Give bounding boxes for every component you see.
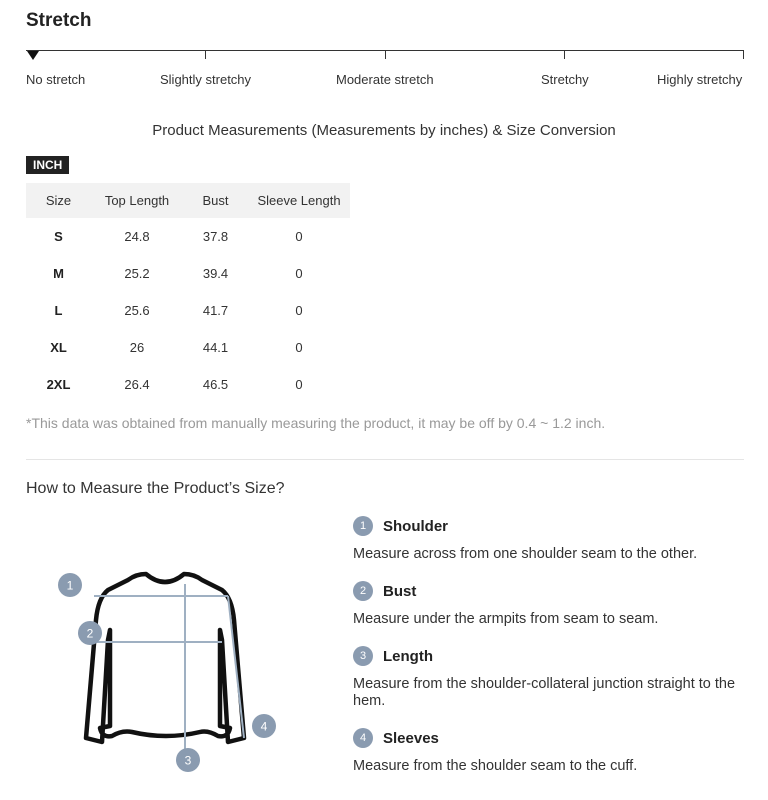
size-table xyxy=(26,183,350,403)
svg-text:3: 3 xyxy=(184,753,192,768)
column-header-size: Size xyxy=(26,183,91,218)
step-description: Measure across from one shoulder seam to the other. xyxy=(353,546,698,562)
sweatshirt-diagram xyxy=(50,560,290,780)
size-cell: L xyxy=(54,303,63,318)
sleeve-length-cell: 0 xyxy=(295,266,303,281)
stretch-scale xyxy=(26,50,744,64)
bust-cell: 46.5 xyxy=(202,377,229,392)
top-length-cell: 24.8 xyxy=(124,229,150,244)
sweatshirt-outline xyxy=(86,574,244,742)
stretch-level-stretchy: Stretchy xyxy=(541,72,589,87)
stretch-level-moderate: Moderate stretch xyxy=(336,72,434,87)
step-name: Sleeves xyxy=(383,729,439,747)
table-row xyxy=(26,218,350,255)
scale-tick xyxy=(743,50,744,59)
step-length xyxy=(353,644,753,710)
sleeve-length-cell: 0 xyxy=(295,229,303,244)
step-name: Length xyxy=(383,647,433,665)
badge-length xyxy=(176,748,200,772)
sleeve-length-cell: 0 xyxy=(295,340,303,355)
table-row xyxy=(26,292,350,329)
sweatshirt-icon xyxy=(50,560,290,780)
bust-cell: 41.7 xyxy=(202,303,229,318)
table-row xyxy=(26,255,350,292)
scale-tick xyxy=(205,50,206,59)
badge-shoulder xyxy=(58,573,82,597)
column-header-bust: Bust xyxy=(183,183,248,218)
svg-text:4: 4 xyxy=(260,719,268,734)
size-cell: XL xyxy=(50,340,67,355)
step-number-badge: 3 xyxy=(353,646,373,666)
sleeve-length-cell: 0 xyxy=(295,303,303,318)
step-description: Measure from the shoulder-collateral junction straight to the hem. xyxy=(353,676,736,709)
step-number-badge: 1 xyxy=(353,516,373,536)
top-length-cell: 26 xyxy=(129,340,145,355)
step-bust xyxy=(353,579,753,628)
top-length-cell: 25.6 xyxy=(124,303,150,318)
step-number-badge: 2 xyxy=(353,581,373,601)
bust-cell: 39.4 xyxy=(202,266,229,281)
step-description: Measure from the shoulder seam to the cuff. xyxy=(353,758,638,774)
size-cell: M xyxy=(53,266,64,281)
stretch-level-none: No stretch xyxy=(26,72,86,87)
step-shoulder xyxy=(353,514,753,563)
column-header-sleeve-length: Sleeve Length xyxy=(248,183,350,218)
top-length-cell: 25.2 xyxy=(124,266,150,281)
stretch-level-slight: Slightly stretchy xyxy=(160,72,252,87)
step-description: Measure under the armpits from seam to seam. xyxy=(353,611,659,627)
table-row xyxy=(26,366,350,403)
stretch-level-high: Highly stretchy xyxy=(657,72,743,87)
bust-cell: 37.8 xyxy=(202,229,229,244)
scale-tick xyxy=(564,50,565,59)
collar-line xyxy=(146,574,184,582)
unit-tab-inch[interactable]: INCH xyxy=(26,156,69,174)
step-name: Bust xyxy=(383,582,417,600)
size-cell: 2XL xyxy=(46,377,71,392)
sleeve-measure-line xyxy=(228,596,244,738)
column-header-top-length: Top Length xyxy=(91,183,183,218)
top-length-cell: 26.4 xyxy=(124,377,150,392)
svg-text:1: 1 xyxy=(66,578,74,593)
measurement-note: *This data was obtained from manually measuring the product, it may be off by 0.4 ~ 1.2 inch. xyxy=(26,415,606,431)
sleeve-length-cell: 0 xyxy=(295,377,303,392)
scale-tick xyxy=(385,50,386,59)
step-sleeves xyxy=(353,726,753,775)
measurements-title: Product Measurements (Measurements by inches) & Size Conversion xyxy=(152,122,616,139)
measure-steps-list xyxy=(353,514,753,791)
section-divider xyxy=(26,459,744,460)
stretch-marker-icon xyxy=(27,51,39,60)
bust-cell: 44.1 xyxy=(202,340,229,355)
table-row xyxy=(26,329,350,366)
size-cell: S xyxy=(54,229,63,244)
table-header-row xyxy=(26,183,350,218)
badge-bust xyxy=(78,621,102,645)
how-to-measure-title: How to Measure the Product’s Size? xyxy=(26,480,285,497)
step-name: Shoulder xyxy=(383,517,449,535)
badge-sleeves xyxy=(252,714,276,738)
stretch-title: Stretch xyxy=(26,10,92,31)
step-number-badge: 4 xyxy=(353,728,373,748)
svg-text:2: 2 xyxy=(86,626,94,641)
